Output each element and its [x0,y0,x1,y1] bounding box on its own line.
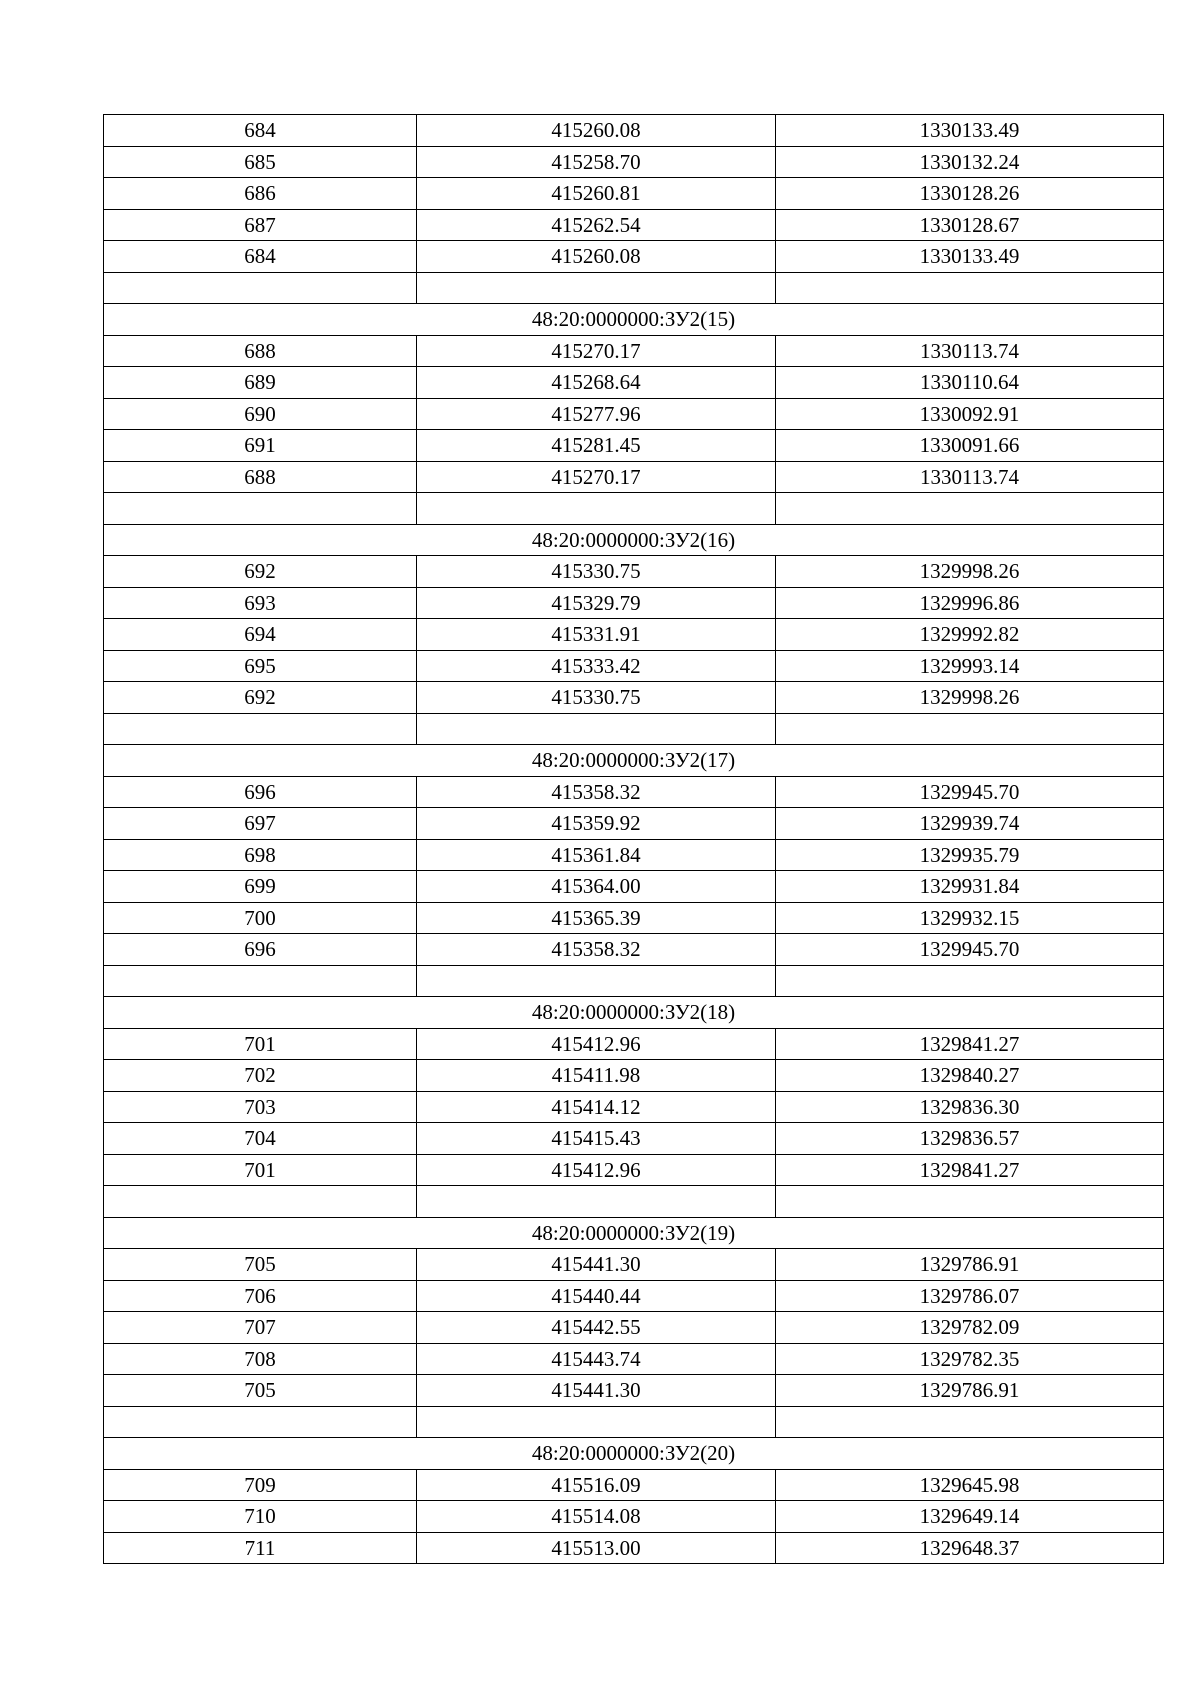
y-coordinate-cell: 1329945.70 [776,934,1164,966]
empty-cell [417,1406,776,1438]
point-number-cell: 697 [104,808,417,840]
y-coordinate-cell: 1329992.82 [776,619,1164,651]
table-row [104,1028,1164,1060]
section-label: 48:20:0000000:ЗУ2(18) [104,997,1164,1029]
point-number-cell: 703 [104,1091,417,1123]
point-number-cell: 709 [104,1469,417,1501]
y-coordinate-cell: 1330113.74 [776,461,1164,493]
table-row [104,367,1164,399]
empty-cell [104,965,417,997]
x-coordinate-cell: 415331.91 [417,619,776,651]
y-coordinate-cell: 1329645.98 [776,1469,1164,1501]
section-label: 48:20:0000000:ЗУ2(15) [104,304,1164,336]
y-coordinate-cell: 1329996.86 [776,587,1164,619]
y-coordinate-cell: 1330133.49 [776,115,1164,147]
table-row [104,776,1164,808]
x-coordinate-cell: 415330.75 [417,556,776,588]
table-row [104,1501,1164,1533]
x-coordinate-cell: 415414.12 [417,1091,776,1123]
y-coordinate-cell: 1329931.84 [776,871,1164,903]
point-number-cell: 705 [104,1375,417,1407]
point-number-cell: 696 [104,776,417,808]
table-row [104,209,1164,241]
point-number-cell: 689 [104,367,417,399]
table-row [104,839,1164,871]
x-coordinate-cell: 415260.81 [417,178,776,210]
empty-cell [776,272,1164,304]
x-coordinate-cell: 415412.96 [417,1154,776,1186]
table-row [104,1375,1164,1407]
x-coordinate-cell: 415260.08 [417,115,776,147]
blank-row [104,272,1164,304]
point-number-cell: 704 [104,1123,417,1155]
x-coordinate-cell: 415513.00 [417,1532,776,1564]
x-coordinate-cell: 415330.75 [417,682,776,714]
y-coordinate-cell: 1329935.79 [776,839,1164,871]
table-row [104,461,1164,493]
x-coordinate-cell: 415364.00 [417,871,776,903]
table-row [104,1532,1164,1564]
y-coordinate-cell: 1329836.30 [776,1091,1164,1123]
table-row [104,1060,1164,1092]
table-row [104,902,1164,934]
point-number-cell: 706 [104,1280,417,1312]
table-row [104,650,1164,682]
table-row [104,1280,1164,1312]
x-coordinate-cell: 415333.42 [417,650,776,682]
x-coordinate-cell: 415516.09 [417,1469,776,1501]
table-row [104,871,1164,903]
y-coordinate-cell: 1329649.14 [776,1501,1164,1533]
table-row [104,115,1164,147]
y-coordinate-cell: 1329836.57 [776,1123,1164,1155]
table-row [104,430,1164,462]
point-number-cell: 698 [104,839,417,871]
x-coordinate-cell: 415358.32 [417,776,776,808]
x-coordinate-cell: 415441.30 [417,1249,776,1281]
point-number-cell: 685 [104,146,417,178]
point-number-cell: 711 [104,1532,417,1564]
x-coordinate-cell: 415268.64 [417,367,776,399]
empty-cell [104,713,417,745]
y-coordinate-cell: 1329840.27 [776,1060,1164,1092]
empty-cell [776,965,1164,997]
point-number-cell: 705 [104,1249,417,1281]
section-label: 48:20:0000000:ЗУ2(19) [104,1217,1164,1249]
table-row [104,1123,1164,1155]
empty-cell [417,272,776,304]
y-coordinate-cell: 1329998.26 [776,682,1164,714]
blank-row [104,1186,1164,1218]
x-coordinate-cell: 415415.43 [417,1123,776,1155]
empty-cell [417,1186,776,1218]
point-number-cell: 684 [104,241,417,273]
table-row [104,1312,1164,1344]
blank-row [104,1406,1164,1438]
x-coordinate-cell: 415440.44 [417,1280,776,1312]
table-row [104,934,1164,966]
point-number-cell: 707 [104,1312,417,1344]
table-row [104,556,1164,588]
point-number-cell: 692 [104,682,417,714]
table-row [104,241,1164,273]
y-coordinate-cell: 1330128.67 [776,209,1164,241]
empty-cell [776,713,1164,745]
y-coordinate-cell: 1329786.91 [776,1375,1164,1407]
table-row [104,1343,1164,1375]
y-coordinate-cell: 1330128.26 [776,178,1164,210]
table-row [104,587,1164,619]
y-coordinate-cell: 1329993.14 [776,650,1164,682]
empty-cell [776,1406,1164,1438]
section-header-row [104,524,1164,556]
y-coordinate-cell: 1330092.91 [776,398,1164,430]
point-number-cell: 710 [104,1501,417,1533]
y-coordinate-cell: 1329648.37 [776,1532,1164,1564]
blank-row [104,713,1164,745]
y-coordinate-cell: 1329939.74 [776,808,1164,840]
point-number-cell: 700 [104,902,417,934]
point-number-cell: 688 [104,335,417,367]
empty-cell [417,493,776,525]
point-number-cell: 692 [104,556,417,588]
table-row [104,335,1164,367]
point-number-cell: 687 [104,209,417,241]
x-coordinate-cell: 415358.32 [417,934,776,966]
section-header-row [104,304,1164,336]
point-number-cell: 702 [104,1060,417,1092]
point-number-cell: 701 [104,1028,417,1060]
table-row [104,1469,1164,1501]
x-coordinate-cell: 415281.45 [417,430,776,462]
x-coordinate-cell: 415277.96 [417,398,776,430]
point-number-cell: 699 [104,871,417,903]
y-coordinate-cell: 1330110.64 [776,367,1164,399]
point-number-cell: 688 [104,461,417,493]
section-header-row [104,1217,1164,1249]
x-coordinate-cell: 415270.17 [417,335,776,367]
x-coordinate-cell: 415361.84 [417,839,776,871]
x-coordinate-cell: 415514.08 [417,1501,776,1533]
x-coordinate-cell: 415442.55 [417,1312,776,1344]
x-coordinate-cell: 415260.08 [417,241,776,273]
y-coordinate-cell: 1329841.27 [776,1154,1164,1186]
point-number-cell: 695 [104,650,417,682]
y-coordinate-cell: 1330132.24 [776,146,1164,178]
y-coordinate-cell: 1330133.49 [776,241,1164,273]
y-coordinate-cell: 1329998.26 [776,556,1164,588]
point-number-cell: 684 [104,115,417,147]
empty-cell [104,1406,417,1438]
point-number-cell: 686 [104,178,417,210]
y-coordinate-cell: 1329782.35 [776,1343,1164,1375]
section-header-row [104,1438,1164,1470]
table-row [104,178,1164,210]
table-row [104,1091,1164,1123]
y-coordinate-cell: 1329786.91 [776,1249,1164,1281]
section-label: 48:20:0000000:ЗУ2(20) [104,1438,1164,1470]
x-coordinate-cell: 415258.70 [417,146,776,178]
x-coordinate-cell: 415412.96 [417,1028,776,1060]
empty-cell [104,1186,417,1218]
empty-cell [417,713,776,745]
blank-row [104,965,1164,997]
table-row [104,619,1164,651]
blank-row [104,493,1164,525]
table-row [104,682,1164,714]
table-row [104,146,1164,178]
x-coordinate-cell: 415443.74 [417,1343,776,1375]
y-coordinate-cell: 1329841.27 [776,1028,1164,1060]
coordinates-table-body [104,115,1164,1564]
x-coordinate-cell: 415329.79 [417,587,776,619]
y-coordinate-cell: 1329932.15 [776,902,1164,934]
point-number-cell: 693 [104,587,417,619]
x-coordinate-cell: 415262.54 [417,209,776,241]
section-header-row [104,997,1164,1029]
y-coordinate-cell: 1329782.09 [776,1312,1164,1344]
table-row [104,398,1164,430]
x-coordinate-cell: 415441.30 [417,1375,776,1407]
point-number-cell: 701 [104,1154,417,1186]
point-number-cell: 691 [104,430,417,462]
table-row [104,808,1164,840]
empty-cell [104,272,417,304]
table-row [104,1154,1164,1186]
x-coordinate-cell: 415270.17 [417,461,776,493]
point-number-cell: 690 [104,398,417,430]
empty-cell [776,1186,1164,1218]
empty-cell [417,965,776,997]
point-number-cell: 696 [104,934,417,966]
table-row [104,1249,1164,1281]
empty-cell [104,493,417,525]
y-coordinate-cell: 1330113.74 [776,335,1164,367]
y-coordinate-cell: 1329786.07 [776,1280,1164,1312]
y-coordinate-cell: 1329945.70 [776,776,1164,808]
section-label: 48:20:0000000:ЗУ2(17) [104,745,1164,777]
point-number-cell: 694 [104,619,417,651]
x-coordinate-cell: 415365.39 [417,902,776,934]
point-number-cell: 708 [104,1343,417,1375]
section-header-row [104,745,1164,777]
section-label: 48:20:0000000:ЗУ2(16) [104,524,1164,556]
coordinates-table [103,114,1164,1564]
empty-cell [776,493,1164,525]
y-coordinate-cell: 1330091.66 [776,430,1164,462]
x-coordinate-cell: 415359.92 [417,808,776,840]
x-coordinate-cell: 415411.98 [417,1060,776,1092]
